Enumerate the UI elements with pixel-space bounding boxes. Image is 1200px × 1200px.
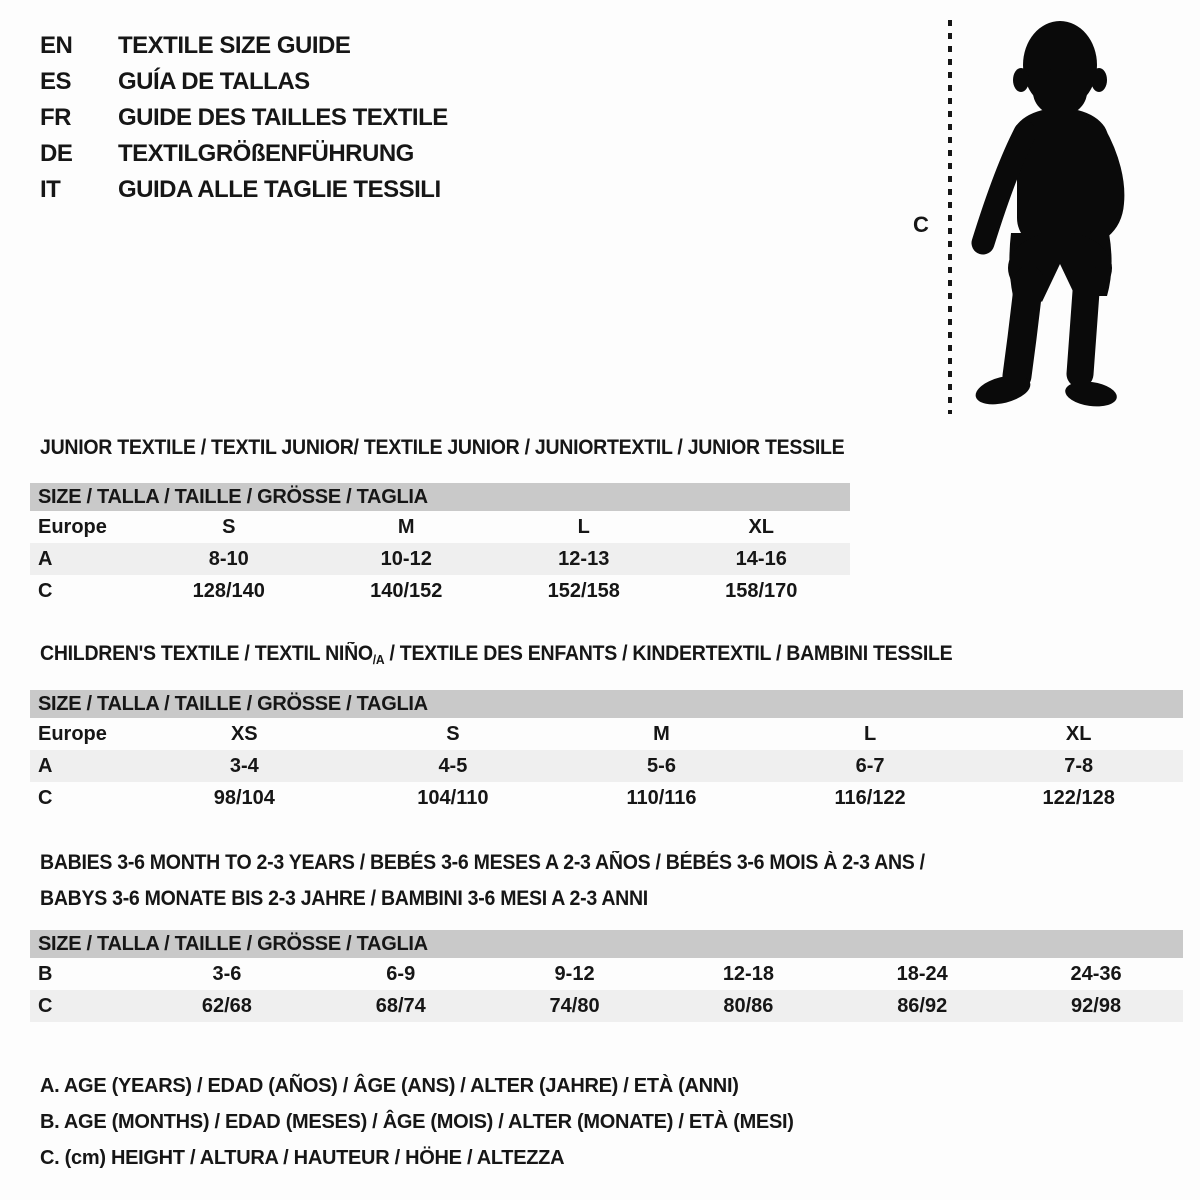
section-title-babies-line2: BABYS 3-6 MONATE BIS 2-3 JAHRE / BAMBINI 3-6 MESI A 2-3 ANNI: [40, 887, 648, 910]
table-cell: L: [577, 515, 590, 538]
table-cell: 110/116: [626, 786, 697, 809]
row-label: A: [38, 547, 53, 570]
legend-line-b: B. AGE (MONTHS) / EDAD (MESES) / ÂGE (MOIS) / ALTER (MONATE) / ETÀ (MESI): [40, 1110, 794, 1133]
table-cell: 6-9: [386, 962, 416, 985]
section-title-babies-line1: BABIES 3-6 MONTH TO 2-3 YEARS / BEBÉS 3-6 MESES A 2-3 AÑOS / BÉBÉS 3-6 MOIS À 2-3 ANS /: [40, 851, 925, 874]
table-cell: 6-7: [855, 754, 885, 777]
table-cell: 68/74: [375, 994, 426, 1017]
language-code: DE: [40, 140, 73, 167]
section-title-children: [40, 642, 952, 667]
legend-line-c: C. (cm) HEIGHT / ALTURA / HAUTEUR / HÖHE / ALTEZZA: [40, 1146, 565, 1169]
table-row-age-months: [30, 958, 1183, 990]
language-code: IT: [40, 176, 61, 203]
table-row-europe: [30, 511, 850, 543]
size-header-bar: SIZE / TALLA / TAILLE / GRÖSSE / TAGLIA: [30, 930, 1183, 958]
language-row: [40, 100, 448, 136]
table-cell: 5-6: [647, 754, 676, 777]
table-cell: S: [446, 722, 460, 745]
guide-title-de: TEXTILGRÖßENFÜHRUNG: [118, 140, 414, 167]
table-cell: 18-24: [896, 962, 948, 985]
table-cell: M: [653, 722, 670, 745]
table-cell: 98/104: [213, 786, 275, 809]
table-cell: 158/170: [725, 579, 798, 602]
junior-size-table: [30, 483, 850, 607]
table-cell: XL: [1065, 722, 1092, 745]
row-label: B: [38, 962, 53, 985]
table-cell: S: [222, 515, 236, 538]
table-cell: XS: [230, 722, 258, 745]
toddler-silhouette-icon: [905, 8, 1155, 423]
language-row: [40, 136, 448, 172]
language-code: EN: [40, 32, 73, 59]
guide-title-es: GUÍA DE TALLAS: [118, 68, 310, 95]
section-title-children-sub: /A: [372, 652, 385, 667]
language-row: [40, 64, 448, 100]
table-row-height: [30, 990, 1183, 1022]
table-cell: 3-4: [229, 754, 259, 777]
row-label: A: [38, 754, 53, 777]
row-label: C: [38, 579, 53, 602]
table-cell: 7-8: [1064, 754, 1094, 777]
babies-size-table: [30, 930, 1183, 1022]
section-title-junior: JUNIOR TEXTILE / TEXTIL JUNIOR/ TEXTILE JUNIOR / JUNIORTEXTIL / JUNIOR TESSILE: [40, 436, 845, 459]
table-cell: 74/80: [549, 994, 600, 1017]
table-cell: 140/152: [370, 579, 443, 602]
row-label: C: [38, 994, 53, 1017]
language-code: ES: [40, 68, 72, 95]
section-title-children-post: / TEXTILE DES ENFANTS / KINDERTEXTIL / BAMBINI TESSILE: [384, 642, 953, 665]
guide-title-it: GUIDA ALLE TAGLIE TESSILI: [118, 176, 441, 203]
table-cell: 4-5: [438, 754, 468, 777]
table-row-height: [30, 575, 850, 607]
table-cell: 86/92: [897, 994, 948, 1017]
language-row: [40, 28, 448, 64]
table-row-height: [30, 782, 1183, 814]
table-cell: 24-36: [1070, 962, 1122, 985]
section-title-children-pre: CHILDREN'S TEXTILE / TEXTIL NIÑO: [40, 642, 373, 665]
table-row-age: [30, 750, 1183, 782]
size-header-bar: SIZE / TALLA / TAILLE / GRÖSSE / TAGLIA: [30, 483, 850, 511]
table-cell: 116/122: [834, 786, 906, 809]
language-title-list: [40, 28, 448, 208]
table-row-europe: [30, 718, 1183, 750]
legend-line-a: A. AGE (YEARS) / EDAD (AÑOS) / ÂGE (ANS) / ALTER (JAHRE) / ETÀ (ANNI): [40, 1074, 739, 1097]
table-cell: 12-18: [722, 962, 774, 985]
children-size-table: [30, 690, 1183, 814]
row-label: C: [38, 786, 53, 809]
table-cell: XL: [748, 515, 775, 538]
table-cell: M: [397, 515, 415, 538]
language-row: [40, 172, 448, 208]
table-cell: 152/158: [547, 579, 620, 602]
table-cell: 62/68: [201, 994, 252, 1017]
table-cell: 92/98: [1071, 994, 1122, 1017]
table-cell: 3-6: [212, 962, 242, 985]
table-cell: 9-12: [554, 962, 595, 985]
guide-title-fr: GUIDE DES TAILLES TEXTILE: [118, 104, 448, 131]
height-measure-label: C: [913, 212, 929, 237]
table-cell: L: [863, 722, 877, 745]
row-label: Europe: [38, 722, 107, 745]
table-cell: 10-12: [380, 547, 432, 570]
table-row-age: [30, 543, 850, 575]
table-cell: 104/110: [417, 786, 489, 809]
table-cell: 12-13: [558, 547, 610, 570]
table-cell: 14-16: [735, 547, 787, 570]
table-cell: 80/86: [723, 994, 774, 1017]
table-cell: 128/140: [192, 579, 265, 602]
table-cell: 122/128: [1042, 786, 1115, 809]
height-figure: [905, 8, 1155, 423]
guide-title-en: TEXTILE SIZE GUIDE: [118, 32, 351, 59]
language-code: FR: [40, 104, 71, 131]
table-cell: 8-10: [208, 547, 249, 570]
row-label: Europe: [38, 515, 107, 538]
size-header-bar: SIZE / TALLA / TAILLE / GRÖSSE / TAGLIA: [30, 690, 1183, 718]
legend: [40, 1068, 794, 1176]
